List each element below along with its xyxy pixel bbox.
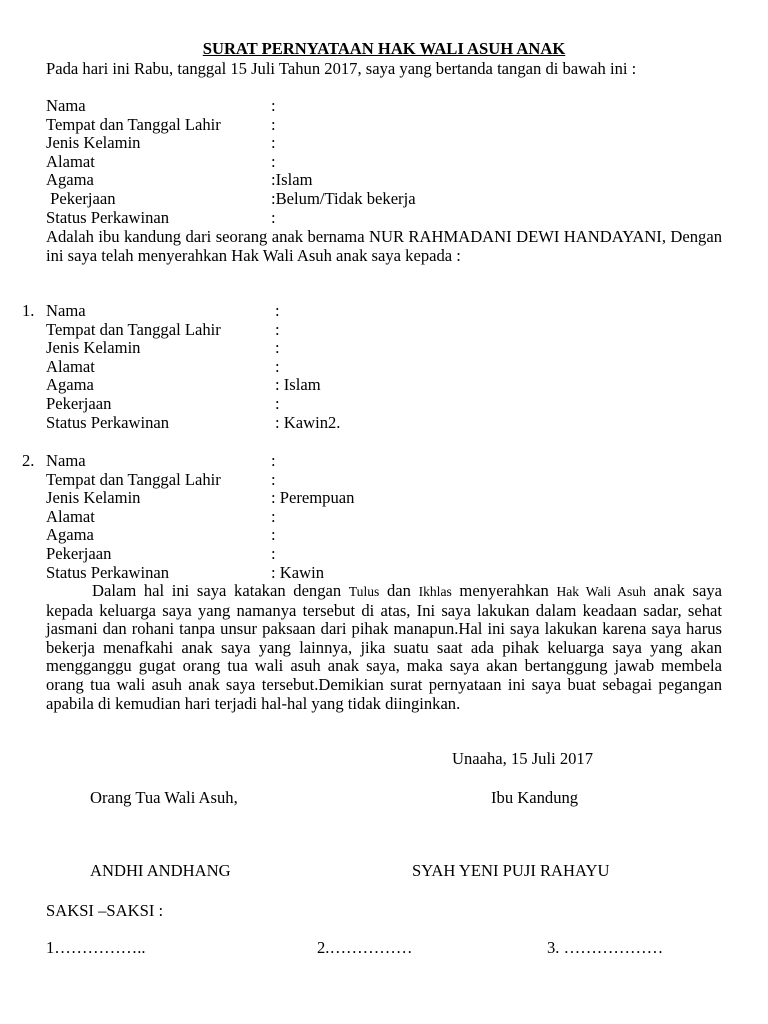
witness-3-line: 3. ………………	[547, 938, 664, 957]
field-row: Pekerjaan :	[46, 543, 276, 563]
field-row: Pekerjaan :	[46, 393, 280, 413]
witness-2-line: 2.……………	[317, 938, 413, 957]
field-row: Tempat dan Tanggal Lahir :	[46, 114, 276, 134]
field-row: Status Perkawinan : Kawin2.	[46, 412, 341, 432]
field-row: Agama :Islam	[46, 170, 313, 190]
witnesses-heading: SAKSI –SAKSI :	[46, 901, 164, 920]
field-row: Agama : Islam	[46, 375, 321, 395]
place-date: Unaaha, 15 Juli 2017	[452, 749, 594, 768]
guardian-1-number: 1.	[22, 301, 35, 320]
left-signatory-name: ANDHI ANDHANG	[90, 861, 231, 880]
mother-statement: Adalah ibu kandung dari seorang anak bernama NUR RAHMADANI DEWI HANDAYANI, Dengan ini saya telah menyerahkan Hak Wali Asuh anak saya kepada :	[46, 227, 722, 265]
field-row: Jenis Kelamin :	[46, 338, 280, 358]
field-row: Alamat :	[46, 151, 276, 171]
field-row: Agama :	[46, 525, 276, 545]
declaration-paragraph: Dalam hal ini saya katakan dengan Tulus dan Ikhlas menyerahkan Hak Wali Asuh anak saya kepada keluarga saya yang namanya tersebut di atas, Ini saya lakukan dalam keadaan sadar, sehat jasmani dan rohani tanpa unsur paksaan dari pihak manapun.Hal ini saya lakukan karena saya harus bekerja menafkahi anak saya yang lainnya, jika suatu saat ada pihak keluarga saya yang akan mengganggu gugat orang tua wali asuh anak saya, maka saya akan bertanggung jawab membela orang tua wali asuh anak saya tersebut.Demikian surat pernyataan ini saya buat sebagai pegangan apabila di kemudian hari terjadi hal-hal yang tidak diinginkan.	[46, 581, 722, 713]
right-signatory-role: Ibu Kandung	[491, 788, 579, 807]
witness-1-line: 1……………..	[46, 938, 146, 957]
field-row: Alamat :	[46, 506, 276, 526]
right-signatory-name: SYAH YENI PUJI RAHAYU	[412, 861, 610, 880]
guardian-1-fields	[46, 302, 546, 432]
first-party-fields	[46, 97, 546, 227]
field-row: Nama :	[46, 301, 280, 320]
field-row: Jenis Kelamin :	[46, 133, 276, 153]
field-row: Tempat dan Tanggal Lahir :	[46, 319, 280, 339]
field-row: Jenis Kelamin : Perempuan	[46, 488, 355, 508]
field-row: Nama :	[46, 96, 276, 115]
field-row: Status Perkawinan :	[46, 207, 276, 227]
field-row: Pekerjaan :Belum/Tidak bekerja	[46, 188, 416, 208]
field-row: Tempat dan Tanggal Lahir :	[46, 469, 276, 489]
left-signatory-role: Orang Tua Wali Asuh,	[90, 788, 238, 807]
field-row: Alamat :	[46, 356, 280, 376]
guardian-2-number: 2.	[22, 451, 35, 470]
field-row: Nama :	[46, 451, 276, 470]
document-title: SURAT PERNYATAAN HAK WALI ASUH ANAK	[202, 39, 566, 58]
intro-paragraph: Pada hari ini Rabu, tanggal 15 Juli Tahun 2017, saya yang bertanda tangan di bawah ini :	[46, 59, 637, 78]
field-row: Status Perkawinan : Kawin	[46, 562, 324, 582]
guardian-2-fields	[46, 452, 546, 582]
